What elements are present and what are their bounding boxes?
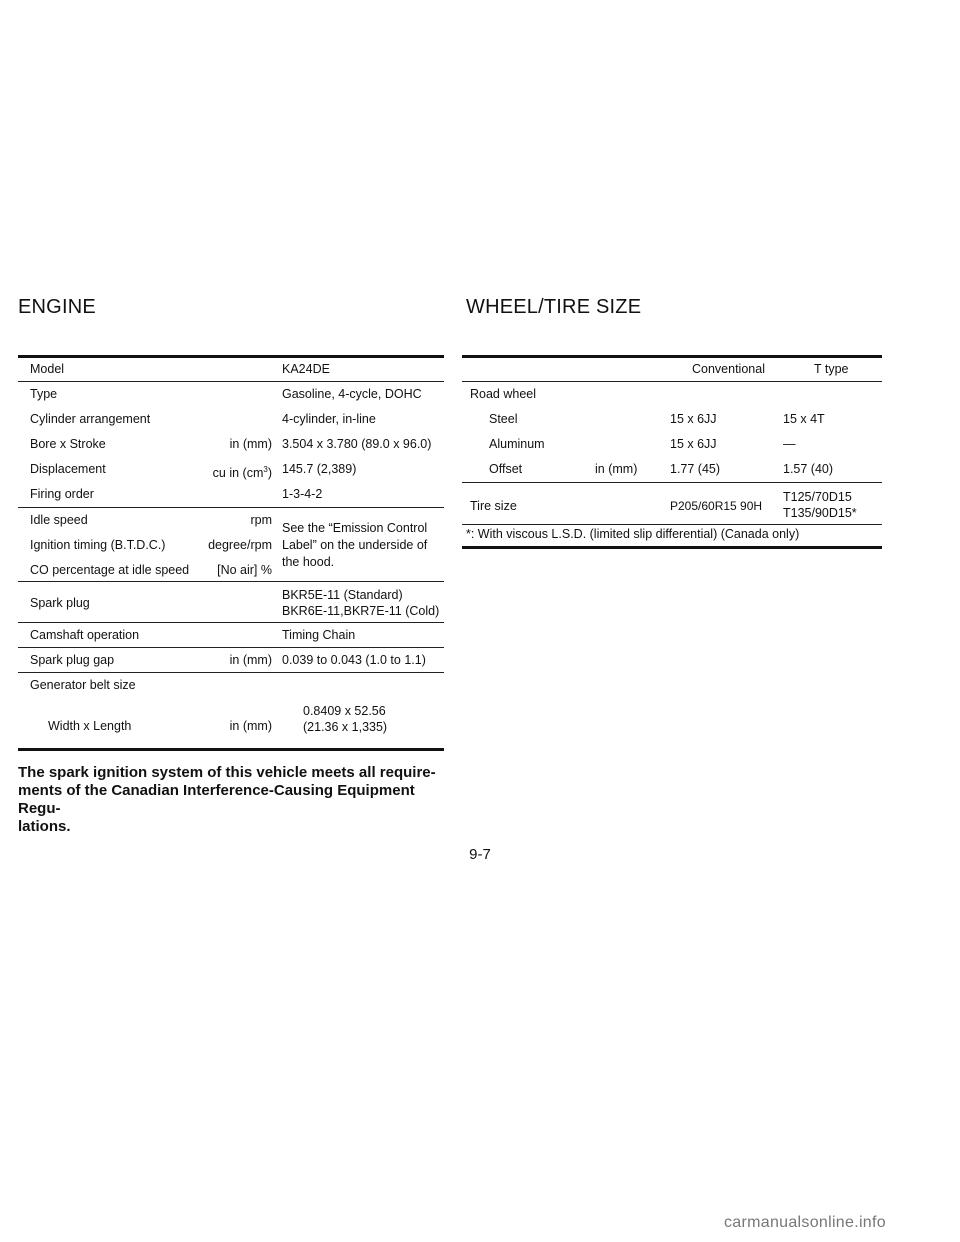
aluminum-label: Aluminum [489,437,545,451]
divider [18,672,444,673]
col-ttype-header: T type [814,362,849,376]
model-value: KA24DE [282,362,330,376]
displacement-value: 145.7 (2,389) [282,462,357,476]
belt-label: Generator belt size [30,678,136,692]
bore-value: 3.504 x 3.780 (89.0 x 96.0) [282,437,432,451]
watermark: carmanualsonline.info [724,1214,886,1231]
col-conventional-header: Conventional [692,362,765,376]
camshaft-label: Camshaft operation [30,628,140,642]
offset-ttype: 1.57 (40) [783,462,834,476]
divider [18,647,444,648]
offset-conventional: 1.77 (45) [670,462,721,476]
bore-label: Bore x Stroke [30,437,106,451]
page-number: 9-7 [469,846,491,863]
plug-gap-value: 0.039 to 0.043 (1.0 to 1.1) [282,653,426,667]
camshaft-value: Timing Chain [282,628,356,642]
ignition-label: Ignition timing (B.T.D.C.) [30,538,166,552]
emission-note-line3: the hood. [282,555,335,569]
bore-unit: in (mm) [229,437,272,451]
plug-gap-label: Spark plug gap [30,653,115,667]
idle-label: Idle speed [30,513,88,527]
steel-conventional: 15 x 6JJ [670,412,717,426]
spark-plug-value2: BKR6E-11,BKR7E-11 (Cold) [282,604,440,618]
road-wheel-label: Road wheel [470,387,537,401]
ignition-unit: degree/rpm [208,538,272,552]
offset-label: Offset [489,462,523,476]
model-label: Model [30,362,65,376]
idle-unit: rpm [250,513,272,527]
tire-size-label: Tire size [470,499,517,513]
type-value: Gasoline, 4-cycle, DOHC [282,387,422,401]
tire-size-ttype2: T135/90D15* [783,506,857,520]
divider [18,507,444,508]
width-length-value2: (21.36 x 1,335) [303,720,388,734]
divider [18,581,444,582]
engine-heading: ENGINE [18,296,96,318]
emission-note-line2: Label” on the underside of [282,538,428,552]
offset-unit: in (mm) [595,462,638,476]
aluminum-ttype: — [783,437,796,451]
displacement-label: Displacement [30,462,106,476]
wheel-table-top-rule [462,355,882,358]
spark-plug-label: Spark plug [30,596,90,610]
width-length-unit: in (mm) [229,719,272,733]
type-label: Type [30,387,58,401]
cylinder-value: 4-cylinder, in-line [282,412,376,426]
wheel-table-bottom-rule [462,546,882,549]
width-length-value1: 0.8409 x 52.56 [303,704,386,718]
aluminum-conventional: 15 x 6JJ [670,437,717,451]
cylinder-label: Cylinder arrangement [30,412,151,426]
canadian-compliance-note: The spark ignition system of this vehicle meets all require- ments of the Canadian Interference-Causing Equipment Regu- lations. [18,764,436,835]
divider [462,381,882,382]
divider [462,524,882,525]
divider [18,381,444,382]
footnote: *: With viscous L.S.D. (limited slip differential) (Canada only) [466,527,800,541]
firing-label: Firing order [30,487,94,501]
emission-note-line1: See the “Emission Control [282,521,428,535]
wheel-tire-heading: WHEEL/TIRE SIZE [466,296,642,318]
width-length-label: Width x Length [48,719,132,733]
displacement-unit: cu in $(cm^3)$ [212,465,272,481]
steel-ttype: 15 x 4T [783,412,825,426]
engine-table-bottom-rule [18,748,444,751]
steel-label: Steel [489,412,518,426]
engine-table-top-rule [18,355,444,358]
co-unit: [No air] % [217,563,272,577]
plug-gap-unit: in (mm) [229,653,272,667]
spark-plug-value1: BKR5E-11 (Standard) [282,588,403,602]
divider [18,622,444,623]
firing-value: 1-3-4-2 [282,487,323,501]
tire-size-conventional: P205/60R15 90H [670,499,763,513]
divider [462,482,882,483]
tire-size-ttype1: T125/70D15 [783,490,852,504]
co-label: CO percentage at idle speed [30,563,190,577]
